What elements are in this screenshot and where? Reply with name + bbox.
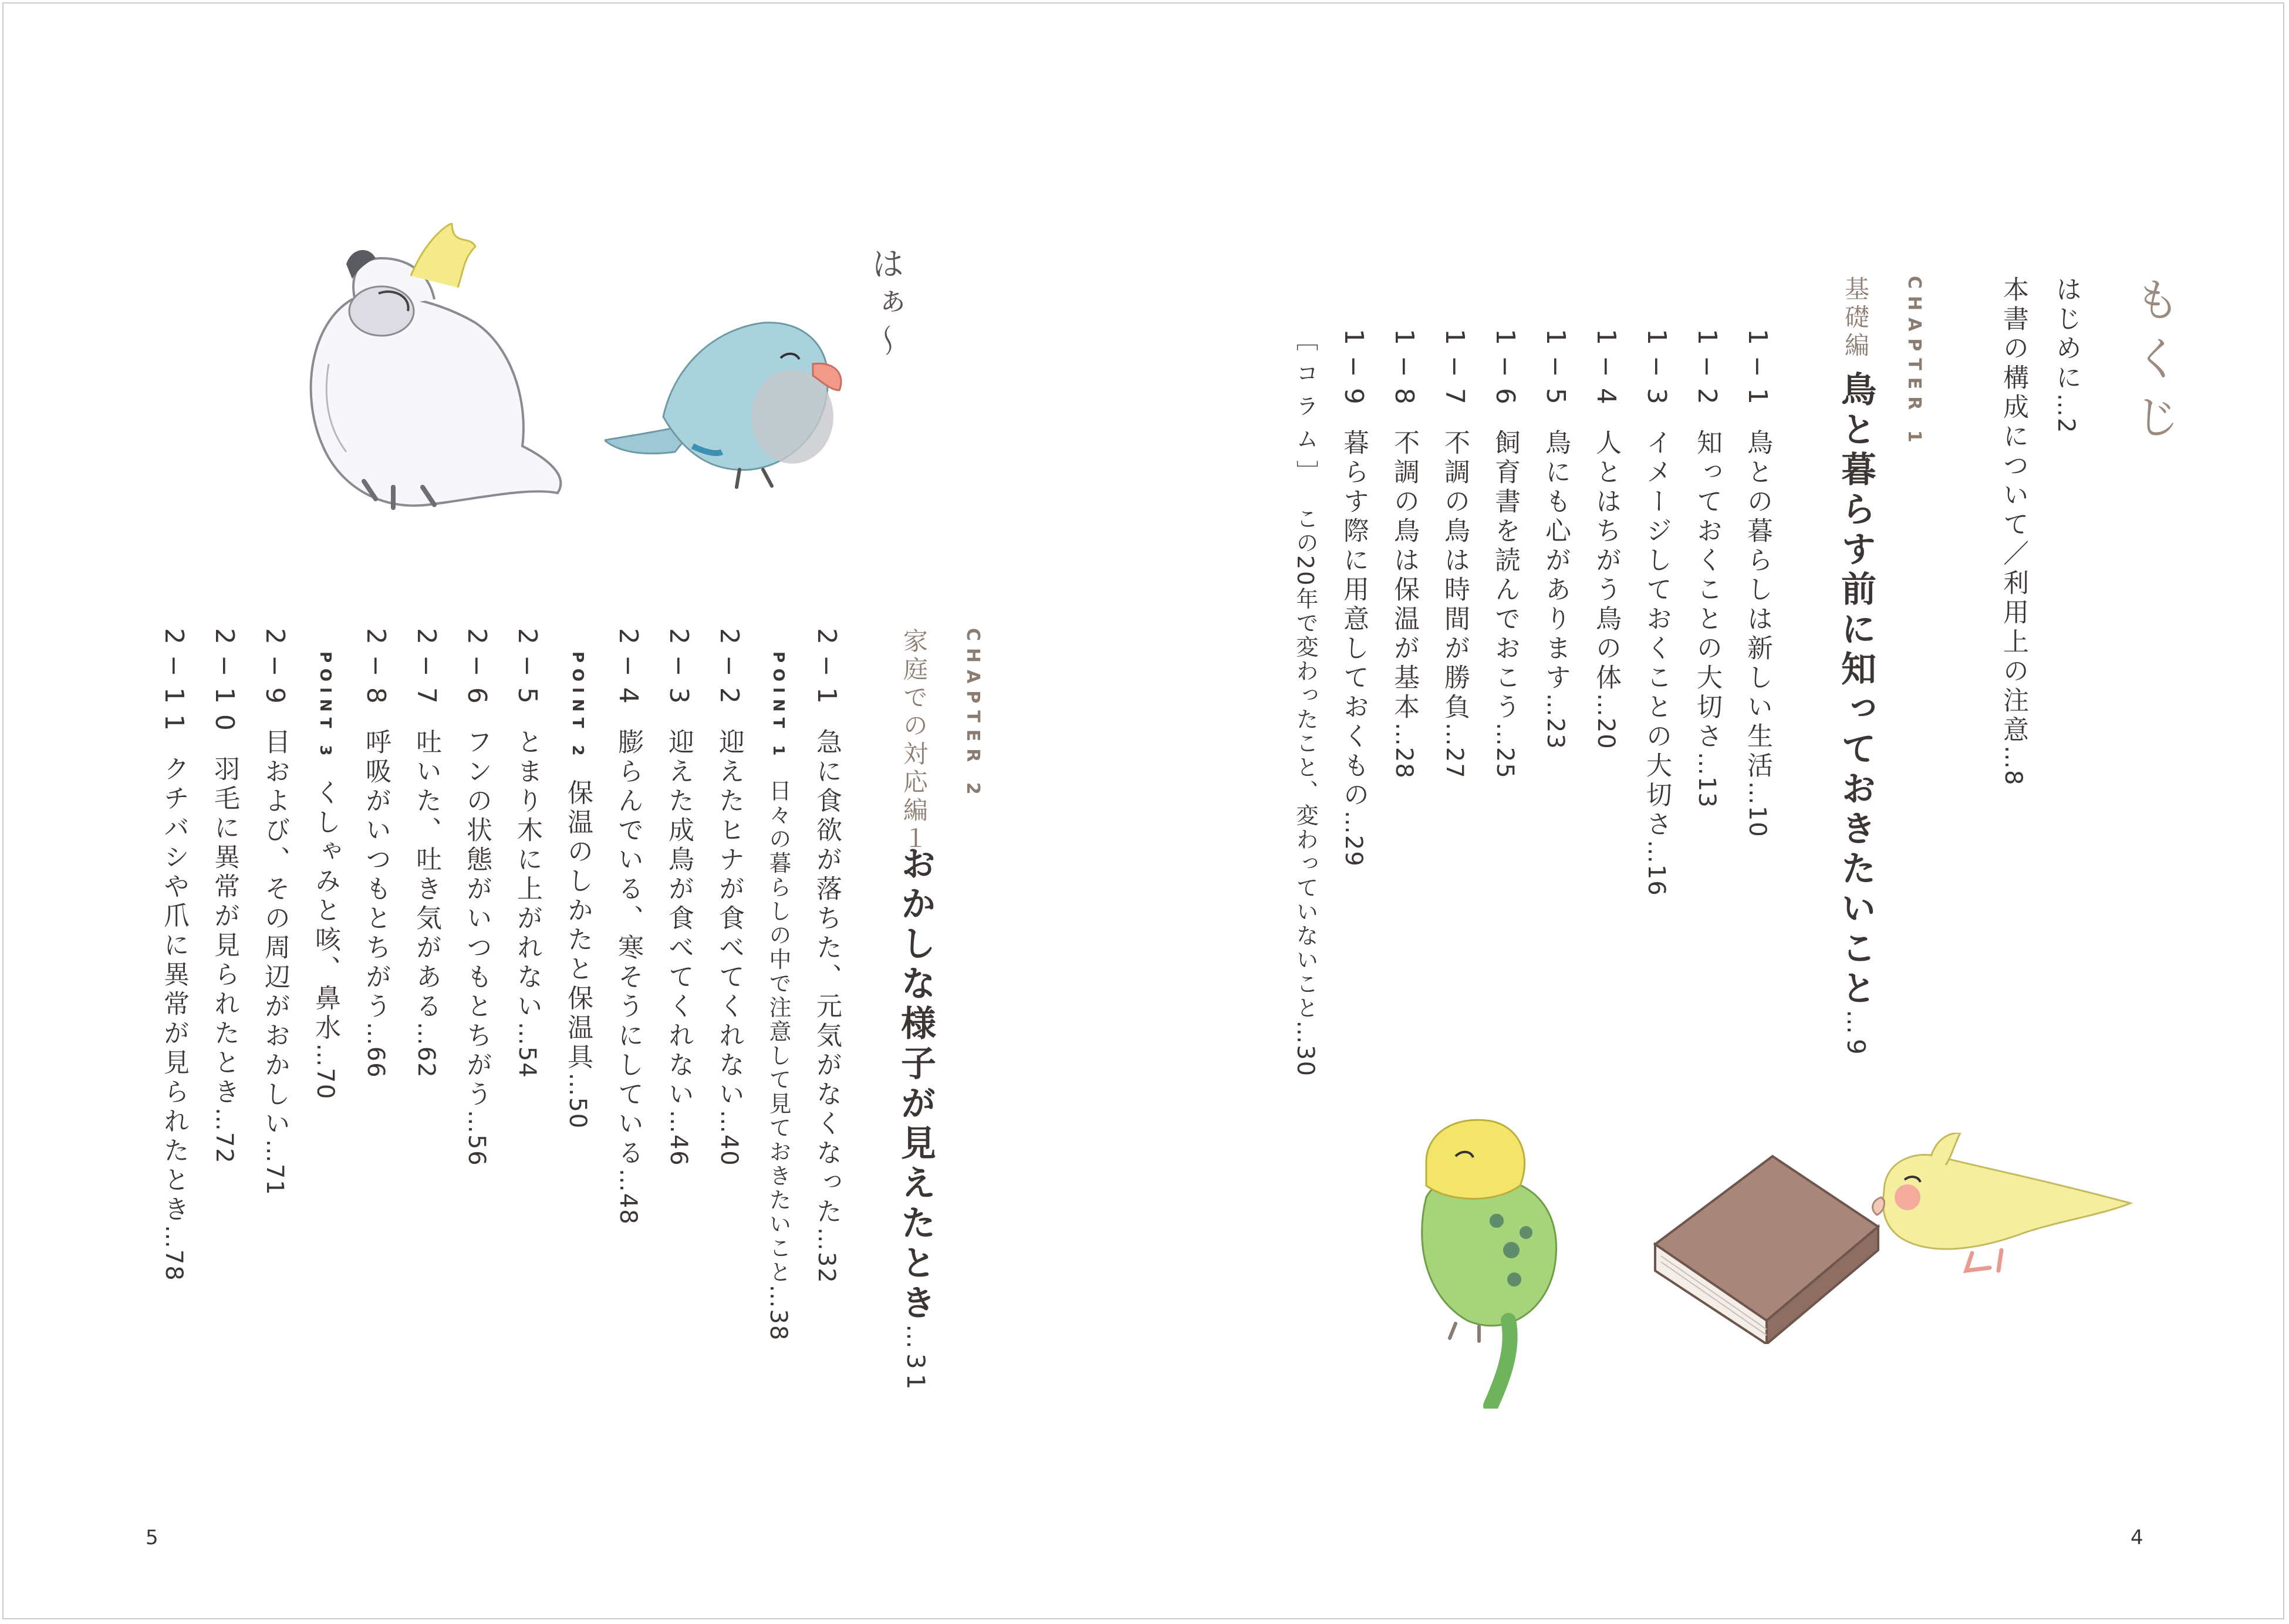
toc-entry-1-7[interactable]: 1−7不調の鳥は時間が勝負…27 <box>1440 329 1470 779</box>
toc-entry-structure[interactable]: 本書の構成について／利用上の注意…8 <box>1998 276 2028 786</box>
toc-entry-2-3[interactable]: 2−3迎えた成鳥が食べてくれない…46 <box>664 628 694 1167</box>
toc-entry-point-1[interactable]: POINT 1日々の暮らしの中で注意して見ておきたいこと…38 <box>765 651 792 1342</box>
toc-entry-1-3[interactable]: 1−3イメージしておくことの大切さ…16 <box>1642 329 1672 897</box>
page-number-left: 5 <box>146 1526 158 1549</box>
chapter1-sub: 基礎編 <box>1841 276 1870 360</box>
toc-entry-1-5[interactable]: 1−5鳥にも心があります…23 <box>1541 329 1571 750</box>
chapter1-title[interactable]: 鳥と暮らす前に知っておきたいこと…9 <box>1835 371 1876 1059</box>
toc-entry-point-3[interactable]: POINT 3くしゃみと咳、鼻水…70 <box>310 651 340 1100</box>
toc-entry-2-6[interactable]: 2−6フンの状態がいつもとちがう…56 <box>462 628 492 1167</box>
toc-entry-intro[interactable]: はじめに…2 <box>2051 276 2081 434</box>
chapter2-sub: 家庭での対応編１ <box>900 628 929 853</box>
chapter2-label: CHAPTER 2 <box>963 628 983 802</box>
toc-entry-2-10[interactable]: 2−10羽毛に異常が見られたとき…72 <box>210 628 239 1164</box>
toc-entry-1-8[interactable]: 1−8不調の鳥は保温が基本…28 <box>1389 329 1419 779</box>
toc-entry-2-4[interactable]: 2−4膨らんでいる、寒そうにしている…48 <box>613 628 643 1225</box>
chapter2-title[interactable]: おかしな様子が見えたとき…31 <box>895 845 936 1395</box>
chapter1-label: CHAPTER 1 <box>1904 276 1925 450</box>
toc-entry-2-9[interactable]: 2−9目および、その周辺がおかしい…71 <box>260 628 290 1196</box>
toc-entry-point-2[interactable]: POINT 2保温のしかたと保温具…50 <box>563 651 593 1130</box>
quaker-parrot-illustration <box>605 293 875 493</box>
toc-entry-2-5[interactable]: 2−5とまり木に上がれない…54 <box>512 628 542 1079</box>
speech-text: はぁ〜 <box>866 247 904 363</box>
toc-entry-1-4[interactable]: 1−4人とはちがう鳥の体…20 <box>1591 329 1621 750</box>
toc-entry-1-9[interactable]: 1−9暮らす際に用意しておくもの…29 <box>1339 329 1369 867</box>
toc-entry-1-6[interactable]: 1−6飼育書を読んでおこう…25 <box>1490 329 1520 779</box>
toc-entry-2-2[interactable]: 2−2迎えたヒナが食べてくれない…40 <box>714 628 744 1167</box>
toc-entry-2-7[interactable]: 2−7吐いた、吐き気がある…62 <box>411 628 441 1079</box>
toc-heading: もくじ <box>2127 276 2180 452</box>
cockatiel-illustration <box>1849 1133 2142 1285</box>
toc-entry-2-8[interactable]: 2−8呼吸がいつもとちがう…66 <box>361 628 391 1079</box>
cockatoo-illustration <box>276 223 581 552</box>
budgie-illustration <box>1391 1115 1579 1409</box>
page-number-right: 4 <box>2131 1526 2143 1549</box>
toc-entry-1-1[interactable]: 1−1鳥との暮らしは新しい生活…10 <box>1743 329 1773 838</box>
toc-entry-1-2[interactable]: 1−2知っておくことの大切さ…13 <box>1692 329 1722 809</box>
toc-entry-2-1[interactable]: 2−1急に食欲が落ちた、元気がなくなった…32 <box>812 628 842 1284</box>
toc-entry-column[interactable]: ［コラム］この20年で変わったこと、変わっていないこと…30 <box>1292 329 1319 1078</box>
toc-entry-2-11[interactable]: 2−11クチバシや爪に異常が見られたとき…78 <box>159 628 189 1282</box>
